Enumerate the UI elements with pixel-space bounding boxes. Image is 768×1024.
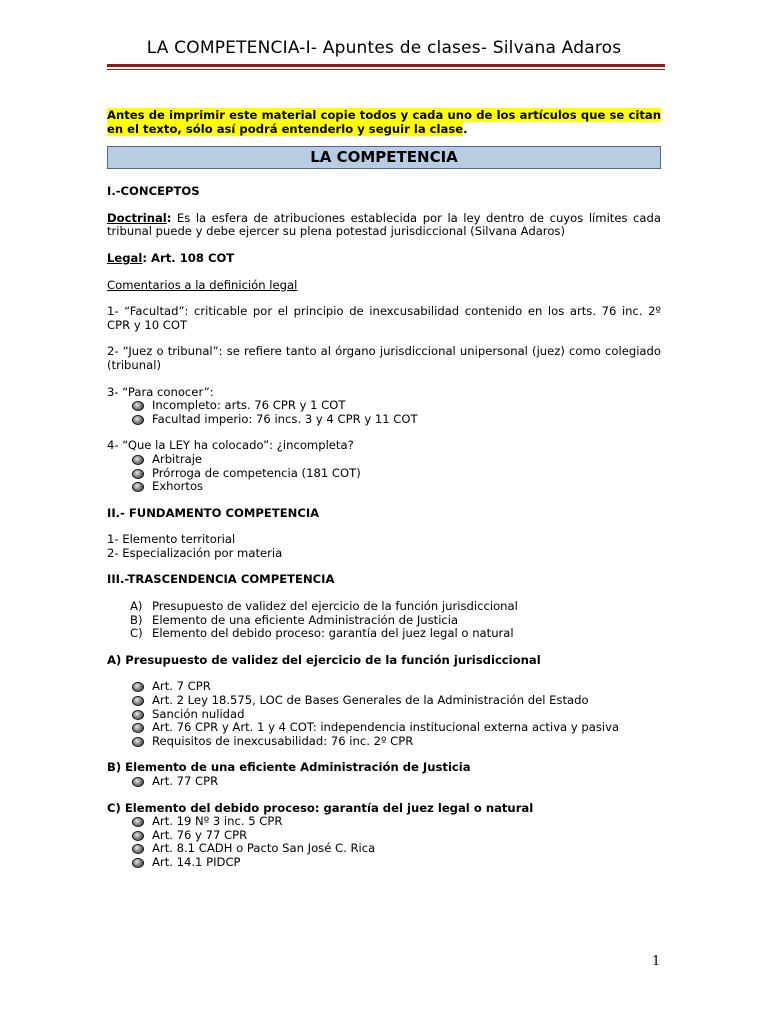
bullet-icon [132,723,144,733]
list-item: Art. 7 CPR [132,680,661,694]
legal-definition [107,252,661,266]
list-item: Arbitraje [132,453,661,467]
comment-1: 1- “Facultad”: criticable por el principio de inexcusabilidad contenido en los arts. 76 inc. 2º CPR y 10 COT [107,304,661,332]
comment-4-list [107,453,661,494]
list-item: Requisitos de inexcusabilidad: 76 inc. 2º CPR [132,735,661,749]
section-banner: LA COMPETENCIA [107,146,661,169]
bullet-icon [132,858,144,868]
list-item: 1- Elemento territorial [107,532,236,547]
comment-2: 2- “Juez o tribunal”: se refiere tanto al órgano jurisdiccional unipersonal (juez) como colegiado (tribunal) [107,344,661,372]
list-item: 2- Especialización por materia [107,545,283,560]
list-item: Prórroga de competencia (181 COT) [132,467,661,481]
section-3-heading: III.-TRASCENDENCIA COMPETENCIA [107,572,335,587]
subsection-c-list [107,815,661,869]
comment-3-list [107,399,661,426]
bullet-icon [132,482,144,492]
list-item: Art. 19 Nº 3 inc. 5 CPR [132,815,661,829]
bullet-icon [132,455,144,465]
list-item: Sanción nulidad [132,708,661,722]
list-item: Exhortos [132,480,661,494]
subsection-b-list [107,775,661,789]
bullet-icon [132,696,144,706]
header-rule-thick [107,64,665,67]
doctrinal-colon: : [166,210,172,225]
bullet-icon [132,401,144,411]
legal-text: : Art. 108 COT [142,250,235,265]
bullet-icon [132,710,144,720]
section-2-heading: II.- FUNDAMENTO COMPETENCIA [107,505,320,520]
list-item: Art. 2 Ley 18.575, LOC de Bases Generales de la Administración del Estado [132,694,661,708]
subsection-a-heading: A) Presupuesto de validez del ejercicio de la función jurisdiccional [107,652,541,667]
list-item: Incompleto: arts. 76 CPR y 1 COT [132,399,661,413]
subsection-a-list [107,680,661,748]
bullet-icon [132,844,144,854]
print-notice [107,109,661,136]
page-number: 1 [652,954,661,969]
bullet-icon [132,737,144,747]
comment-4: 4- “Que la LEY ha colocado”: ¿incompleta? [107,438,354,453]
doctrinal-definition [107,212,661,239]
list-item: A) Presupuesto de validez del ejercicio de la función jurisdiccional [130,599,518,614]
print-notice-period: . [463,121,468,136]
list-item: Art. 76 CPR y Art. 1 y 4 COT: independencia institucional externa activa y pasiva [132,721,661,735]
doctrinal-text: Es la esfera de atribuciones establecida por la ley dentro de cuyos límites cada tribunal puede y debe ejercer su plena potestad jurisdiccional (Silvana Adaros) [107,210,661,239]
legal-label: Legal [107,250,143,265]
page-header-title: LA COMPETENCIA-I- Apuntes de clases- Silvana Adaros [146,38,622,58]
list-item: C) Elemento del debido proceso: garantía del juez legal o natural [130,626,514,641]
bullet-icon [132,415,144,425]
subsection-c-heading: C) Elemento del debido proceso: garantía del juez legal o natural [107,800,534,815]
comments-heading: Comentarios a la definición legal [107,277,298,292]
print-notice-highlight: Antes de imprimir este material copie todos y cada uno de los artículos que se citan en el texto, sólo así podrá entenderlo y seguir la clase [107,108,661,136]
bullet-icon [132,469,144,479]
section-1-heading: I.-CONCEPTOS [107,184,200,199]
bullet-icon [132,682,144,692]
list-item: B) Elemento de una eficiente Administración de Justicia [130,612,459,627]
header-rule-thin [107,69,665,70]
bullet-icon [132,777,144,787]
list-item: Art. 8.1 CADH o Pacto San José C. Rica [132,842,661,856]
comment-3: 3- “Para conocer”: [107,384,214,399]
subsection-b-heading: B) Elemento de una eficiente Administración de Justicia [107,760,471,775]
list-item: Art. 77 CPR [132,775,661,789]
list-item: Facultad imperio: 76 incs. 3 y 4 CPR y 11 COT [132,413,661,427]
list-item: Art. 14.1 PIDCP [132,856,661,870]
list-item: Art. 76 y 77 CPR [132,829,661,843]
doctrinal-label: Doctrinal [107,210,167,225]
bullet-icon [132,831,144,841]
trascendencia-list [107,600,661,641]
document-body [107,109,661,870]
bullet-icon [132,817,144,827]
